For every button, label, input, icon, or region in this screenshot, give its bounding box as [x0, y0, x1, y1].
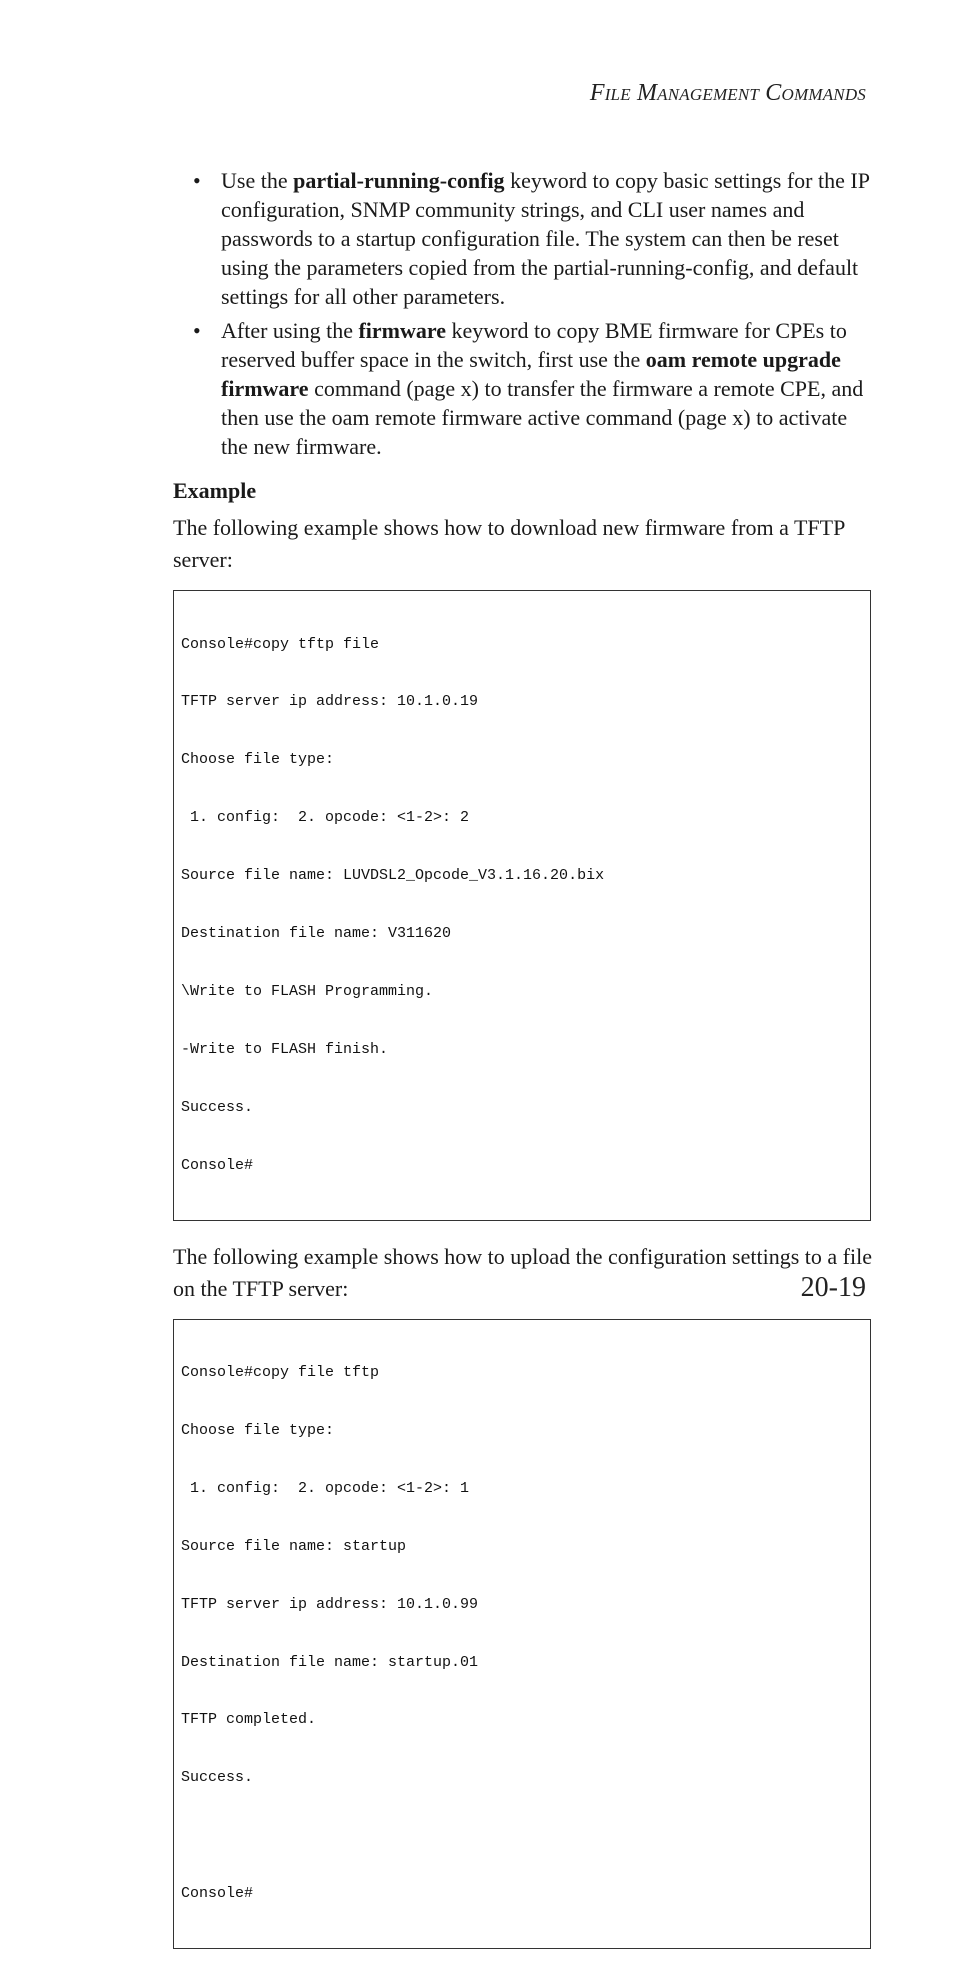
command-name: oam remote upgrade firmware [221, 347, 841, 401]
usage-notes-list [173, 166, 873, 461]
bullet-text: After using the firmware keyword to copy BME firmware for CPEs to reserved buffer space in the switch, first use the oam remote upgrade firmware command (page x) to transfer the firmware a remote CPE, and then use the oam remote firmware active command (page x) to activate the new firmware. [221, 318, 864, 459]
keyword: partial-running-config [293, 168, 505, 193]
list-item [173, 316, 873, 461]
example-intro-paragraph: The following example shows how to upload the configuration settings to a file on the TFTP server: [173, 1243, 872, 1301]
code-example-upload [173, 1319, 871, 1950]
code-line: \Write to FLASH Programming. [181, 982, 434, 1000]
running-header: File Management Commands [589, 80, 866, 106]
code-line: Console# [181, 1156, 254, 1174]
code-example-download [173, 590, 871, 1221]
code-line: Source file name: LUVDSL2_Opcode_V3.1.16.20.bix [181, 867, 605, 885]
keyword: firmware [358, 318, 447, 343]
code-line: Choose file type: [181, 751, 335, 769]
code-line: Source file name: startup [181, 1537, 407, 1555]
code-line: Success. [181, 1769, 254, 1787]
code-line: Success. [181, 1098, 254, 1116]
code-line [181, 1826, 863, 1845]
code-line: Choose file type: [181, 1421, 335, 1439]
code-line: TFTP completed. [181, 1711, 317, 1729]
code-line: TFTP server ip address: 10.1.0.99 [181, 1595, 479, 1613]
page-number: 20-19 [800, 1272, 866, 1303]
code-line: TFTP server ip address: 10.1.0.19 [181, 693, 479, 711]
bullet-icon: • [193, 318, 201, 343]
page-content [173, 166, 873, 1969]
code-line: Console#copy tftp file [181, 635, 380, 653]
code-line: 1. config: 2. opcode: <1-2>: 1 [181, 1479, 470, 1497]
code-line: 1. config: 2. opcode: <1-2>: 2 [181, 809, 470, 827]
example-intro-paragraph: The following example shows how to download new firmware from a TFTP server: [173, 515, 845, 572]
code-line: Destination file name: V311620 [181, 925, 452, 943]
code-line: Destination file name: startup.01 [181, 1653, 479, 1671]
code-line: -Write to FLASH finish. [181, 1040, 389, 1058]
list-item [173, 166, 873, 311]
section-heading: Example [173, 478, 257, 503]
bullet-icon: • [193, 168, 201, 193]
code-line: Console#copy file tftp [181, 1364, 380, 1382]
code-line: Console# [181, 1885, 254, 1903]
bullet-text: Use the partial-running-config keyword to copy basic settings for the IP configuration, SNMP community strings, and CLI user names and passwords to a startup configuration file. The system can then be reset using the parameters copied from the partial-running-config, and default settings for all other parameters. [221, 168, 870, 309]
